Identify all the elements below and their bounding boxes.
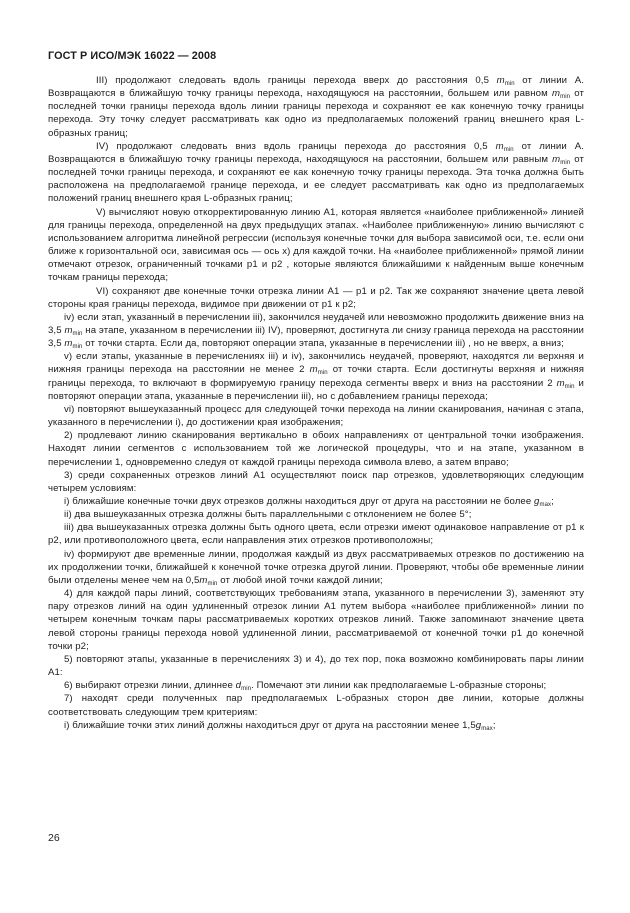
paragraph: V) вычисляют новую откорректированную линию A1, которая является «наиболее приближенной» линией для границы перехода, определенной на двух предыдущих этапах. «Наиболее приближенную» линию вычисляют с использованием алгоритма линейной регрессии (используя конечные точки для выбора зависимой оси, т.е. если они ближе к горизонтальной оси, зависимая ось — ось x) для каждой точки. На «наиболее приближенной» прямой линии отмечают отрезок, ограниченный точками p1 и p2 , которые являются ближайшими к найденным выше конечным точкам границы перехода;: [48, 206, 584, 284]
paragraph: 5) повторяют этапы, указанные в перечислениях 3) и 4), до тех пор, пока возможно комбинировать пары линии A1:: [48, 653, 584, 679]
paragraph: 4) для каждой пары линий, соответствующих требованиям этапа, указанного в перечислении 3), заменяют эту пару отрезков линий на один удлиненный отрезок линии A1 путем выбора «наиболее приближенной» линии по четырем конечным точкам пары рассматриваемых коротких отрезков линий. Также запоминают значение цвета левой стороны границы перехода новой удлиненной линии, рассматриваемой от конечной точки p1 до конечной точки p2;: [48, 588, 584, 652]
paragraph: 7) находят среди полученных пар предполагаемых L-образных сторон две линии, которые должны соответствовать следующим трем критериям:: [48, 693, 584, 718]
paragraph: iv) если этап, указанный в перечислении iii), закончился неудачей или невозможно продолжить движение вниз на 3,5 $m_{min}$ на этапе, указанном в перечислении iii) IV), проверяют, достигнута ли снизу граница перехода на расстоянии 3,5 $m_{min}$ от точки старта. Если да, повторяют операции этапа, указанные в перечислении iii) , но не вверх, а вниз;: [48, 311, 584, 351]
paragraph: iii) два вышеуказанных отрезка должны быть одного цвета, если отрезки имеют одинаковое направление от p1 к p2, или противоположного цвета, если направления этих отрезков противоположны;: [48, 522, 584, 547]
paragraph: iv) формируют две временные линии, продолжая каждый из двух рассматриваемых отрезков по достижению на их продолжении точки, ближайшей к конечной точке отрезка другой линии. Проверяют, чтобы обе временные линии были отделены менее чем на $0,5m_{min}$ от любой иной точки каждой линии;: [48, 548, 584, 587]
page-number: 26: [48, 832, 60, 844]
paragraph: III) продолжают следовать вдоль границы перехода вверх до расстояния 0,5 $m_{min}$ от линии А. Возвращаются в ближайшую точку границы перехода, находящуюся на расстоянии, большем или равном $m_{min}$ от последней точки границы перехода вдоль линии границы перехода и сохраняют ее как конечную точку границы перехода. Эту точку следует рассматривать как одно из предполагаемых положений границ внешнего края L-образных границ;: [48, 75, 584, 139]
paragraph: ii) два вышеуказанных отрезка должны быть параллельными с отклонением не более 5°;: [64, 509, 472, 521]
paragraph: 3) среди сохраненных отрезков линий A1 осуществляют поиск пар отрезков, удовлетворяющих следующим четырем условиям:: [48, 469, 584, 494]
paragraph: 2) продлевают линию сканирования вертикально в обоих направлениях от центральной точки изображения. Находят линии сегментов с использованием той же логической процедуры, что и на этапе, указанном в перечислении 1, одновременно следуя от каждой границы перехода символа влево, а затем вправо;: [48, 430, 584, 468]
paragraph: i) ближайшие точки этих линий должны находиться друг от друга на расстоянии менее $1,5g_{max}$;: [64, 719, 496, 732]
page-header: ГОСТ Р ИСО/МЭК 16022 — 2008: [48, 50, 217, 62]
paragraph: IV) продолжают следовать вниз вдоль границы перехода до расстояния 0,5 $m_{min}$ от линии А. Возвращаются в ближайшую точку границы перехода, находящуюся на расстоянии, большем или равным $m_{min}$ от последней точки границы перехода, и сохраняют ее как конечную точку границы перехода. Эта точка должна быть расположена на предполагаемой границе перехода, и ее следует рассматривать как одно из предполагаемых положений границ внешнего края L-образных границ;: [48, 140, 585, 205]
paragraph: i) ближайшие конечные точки двух отрезков должны находиться друг от друга на расстоянии не более $g_{max}$;: [64, 496, 554, 508]
paragraph: vi) повторяют вышеуказанный процесс для следующей точки перехода на линии сканирования, начиная с этапа, указанного в перечислении i), до достижении края изображения;: [48, 403, 584, 429]
document-body: [48, 74, 584, 732]
paragraph: v) если этапы, указанные в перечислениях iii) и iv), закончились неудачей, проверяют, находятся ли верхняя и нижняя границы перехода на расстоянии не менее 2 $m_{min}$ от точки старта. Если достигнуты верхняя и нижняя границы перехода, то включают в формируемую границу перехода сегменты вверх и вниз на расстоянии 2 $m_{min}$ и повторяют операции этапа, указанные в перечислении iii), но с добавлением границы перехода;: [48, 351, 584, 402]
paragraph: VI) сохраняют две конечные точки отрезка линии A1 — p1 и p2. Так же сохраняют значение цвета левой стороны края границы перехода, видимое при движении от p1 к p2;: [48, 285, 584, 310]
paragraph: 6) выбирают отрезки линии, длиннее $d_{min}$. Помечают эти линии как предполагаемые L-образные стороны;: [64, 680, 547, 693]
